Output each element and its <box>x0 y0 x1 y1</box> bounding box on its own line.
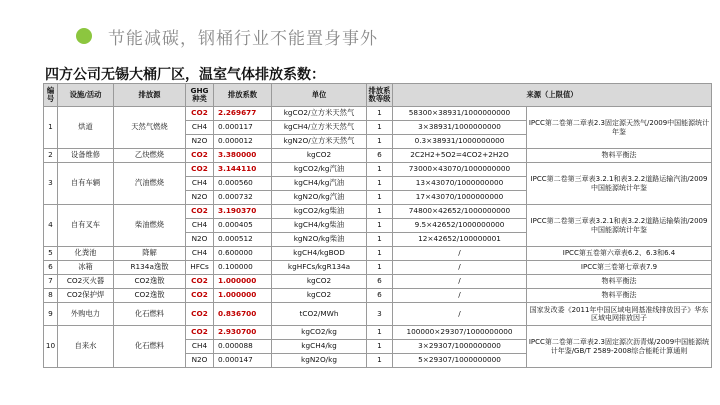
header-origin: 来源（上限值） <box>393 84 712 107</box>
cell-value: 0.000117 <box>214 121 272 135</box>
cell-formula: / <box>393 275 527 289</box>
cell-value: 0.836700 <box>214 303 272 326</box>
cell-value: 2.930700 <box>214 326 272 340</box>
cell-unit: kgCO2/kg汽油 <box>272 163 367 177</box>
table-body <box>44 107 712 368</box>
cell-formula: 0.3×38931/1000000000 <box>393 135 527 149</box>
cell-origin: IPCC第三卷第七章表7.9 <box>527 261 712 275</box>
cell-source: 化石燃料 <box>114 303 186 326</box>
cell-level: 6 <box>367 289 393 303</box>
cell-facility: CO2保护焊 <box>58 289 114 303</box>
header-facility: 设施/活动 <box>58 84 114 107</box>
cell-unit: kgCH4/立方米天然气 <box>272 121 367 135</box>
cell-facility: 化粪池 <box>58 247 114 261</box>
cell-formula: / <box>393 247 527 261</box>
cell-source: 降解 <box>114 247 186 261</box>
cell-gas: N2O <box>186 354 214 368</box>
page-title: 节能减碳，钢桶行业不能置身事外 <box>108 29 378 49</box>
cell-facility: CO2灭火器 <box>58 275 114 289</box>
cell-value: 0.000405 <box>214 219 272 233</box>
cell-formula: 3×29307/1000000000 <box>393 340 527 354</box>
cell-level: 1 <box>367 354 393 368</box>
cell-formula: 17×43070/1000000000 <box>393 191 527 205</box>
cell-source: 天然气燃烧 <box>114 107 186 149</box>
cell-formula: 12×42652/100000001 <box>393 233 527 247</box>
cell-facility: 烘道 <box>58 107 114 149</box>
table-row <box>44 303 712 326</box>
cell-gas: CO2 <box>186 303 214 326</box>
cell-origin: IPCC第五卷第六章表6.2、6.3和6.4 <box>527 247 712 261</box>
cell-unit: kgCO2/kg <box>272 326 367 340</box>
cell-unit: kgCH4/kg柴油 <box>272 219 367 233</box>
table-row <box>44 149 712 163</box>
cell-unit: kgN2O/kg <box>272 354 367 368</box>
table-row <box>44 326 712 340</box>
cell-facility: 自来水 <box>58 326 114 368</box>
cell-unit: kgCO2/kg柴油 <box>272 205 367 219</box>
cell-formula: 2C2H2+5O2=4CO2+2H2O <box>393 149 527 163</box>
cell-formula: 100000×29307/1000000000 <box>393 326 527 340</box>
cell-source: 柴油燃烧 <box>114 205 186 247</box>
cell-gas: CO2 <box>186 205 214 219</box>
cell-gas: CH4 <box>186 121 214 135</box>
cell-formula: / <box>393 303 527 326</box>
header-level: 排放系数等级 <box>367 84 393 107</box>
cell-formula: 74800×42652/1000000000 <box>393 205 527 219</box>
header-unit: 单位 <box>272 84 367 107</box>
cell-level: 1 <box>367 205 393 219</box>
cell-level: 1 <box>367 326 393 340</box>
cell-gas: CO2 <box>186 275 214 289</box>
table-row <box>44 261 712 275</box>
cell-facility: 外购电力 <box>58 303 114 326</box>
cell-value: 0.100000 <box>214 261 272 275</box>
emission-factor-table <box>43 83 712 368</box>
cell-no: 7 <box>44 275 58 289</box>
cell-value: 3.144110 <box>214 163 272 177</box>
cell-origin: 物料平衡法 <box>527 149 712 163</box>
cell-value: 0.000512 <box>214 233 272 247</box>
cell-gas: N2O <box>186 191 214 205</box>
cell-level: 6 <box>367 275 393 289</box>
cell-origin: 国家发改委《2011年中国区域电网基准线排放因子》华东区域电网排放因子 <box>527 303 712 326</box>
cell-formula: 13×43070/1000000000 <box>393 177 527 191</box>
cell-formula: 58300×38931/1000000000 <box>393 107 527 121</box>
cell-no: 4 <box>44 205 58 247</box>
table-row <box>44 163 712 177</box>
cell-source: 乙炔燃烧 <box>114 149 186 163</box>
cell-value: 3.190370 <box>214 205 272 219</box>
cell-value: 0.000088 <box>214 340 272 354</box>
cell-unit: kgN2O/立方米天然气 <box>272 135 367 149</box>
cell-formula: 73000×43070/1000000000 <box>393 163 527 177</box>
cell-value: 0.000732 <box>214 191 272 205</box>
cell-gas: CH4 <box>186 247 214 261</box>
cell-source: 汽油燃烧 <box>114 163 186 205</box>
cell-level: 1 <box>367 191 393 205</box>
cell-gas: CH4 <box>186 219 214 233</box>
cell-gas: N2O <box>186 233 214 247</box>
cell-origin: 物料平衡法 <box>527 289 712 303</box>
cell-gas: CO2 <box>186 289 214 303</box>
cell-source: 化石燃料 <box>114 326 186 368</box>
cell-source: CO2逸散 <box>114 275 186 289</box>
cell-value: 2.269677 <box>214 107 272 121</box>
cell-formula: / <box>393 289 527 303</box>
cell-level: 3 <box>367 303 393 326</box>
cell-gas: CO2 <box>186 149 214 163</box>
cell-source: CO2逸散 <box>114 289 186 303</box>
cell-gas: CO2 <box>186 107 214 121</box>
cell-unit: kgN2O/kg汽油 <box>272 191 367 205</box>
table-row <box>44 247 712 261</box>
cell-value: 3.380000 <box>214 149 272 163</box>
cell-level: 1 <box>367 163 393 177</box>
cell-facility: 自有车辆 <box>58 163 114 205</box>
cell-origin: IPCC第二卷第二章表2.3固定源次沥青煤/2009中国能源统计年鉴/GB/T 2589-2008综合能耗计算通则 <box>527 326 712 368</box>
header-source: 排放源 <box>114 84 186 107</box>
cell-level: 6 <box>367 149 393 163</box>
table-row <box>44 205 712 219</box>
cell-formula: 5×29307/1000000000 <box>393 354 527 368</box>
cell-value: 1.000000 <box>214 289 272 303</box>
cell-facility: 自有叉车 <box>58 205 114 247</box>
cell-no: 1 <box>44 107 58 149</box>
cell-unit: kgN2O/kg柴油 <box>272 233 367 247</box>
table-row <box>44 289 712 303</box>
cell-origin: 物料平衡法 <box>527 275 712 289</box>
cell-formula: 3×38931/1000000000 <box>393 121 527 135</box>
cell-formula: 9.5×42652/1000000000 <box>393 219 527 233</box>
cell-no: 3 <box>44 163 58 205</box>
cell-level: 1 <box>367 219 393 233</box>
cell-unit: kgCH4/kg汽油 <box>272 177 367 191</box>
cell-unit: kgHFCs/kgR134a <box>272 261 367 275</box>
cell-value: 1.000000 <box>214 275 272 289</box>
cell-level: 1 <box>367 261 393 275</box>
cell-no: 2 <box>44 149 58 163</box>
cell-level: 1 <box>367 340 393 354</box>
cell-value: 0.600000 <box>214 247 272 261</box>
cell-unit: kgCO2 <box>272 275 367 289</box>
cell-no: 6 <box>44 261 58 275</box>
cell-level: 1 <box>367 121 393 135</box>
cell-value: 0.000147 <box>214 354 272 368</box>
cell-level: 1 <box>367 135 393 149</box>
cell-formula: / <box>393 261 527 275</box>
cell-origin: IPCC第二卷第三章表3.2.1和表3.2.2道路运输柴油/2009中国能源统计年鉴 <box>527 205 712 247</box>
cell-gas: CH4 <box>186 340 214 354</box>
cell-source: R134a逸散 <box>114 261 186 275</box>
cell-value: 0.000012 <box>214 135 272 149</box>
cell-unit: tCO2/MWh <box>272 303 367 326</box>
header-no: 编号 <box>44 84 58 107</box>
cell-facility: 冰箱 <box>58 261 114 275</box>
cell-unit: kgCO2 <box>272 289 367 303</box>
table-header-row <box>44 84 712 107</box>
table-row <box>44 107 712 121</box>
cell-gas: CO2 <box>186 163 214 177</box>
header-ghg: GHG种类 <box>186 84 214 107</box>
slide-header <box>0 0 720 60</box>
cell-unit: kgCO2/立方米天然气 <box>272 107 367 121</box>
cell-no: 5 <box>44 247 58 261</box>
cell-gas: N2O <box>186 135 214 149</box>
cell-value: 0.000560 <box>214 177 272 191</box>
cell-no: 10 <box>44 326 58 368</box>
cell-level: 1 <box>367 177 393 191</box>
cell-level: 1 <box>367 247 393 261</box>
cell-no: 8 <box>44 289 58 303</box>
table-row <box>44 275 712 289</box>
cell-unit: kgCH4/kgBOD <box>272 247 367 261</box>
cell-no: 9 <box>44 303 58 326</box>
cell-origin: IPCC第二卷第三章表3.2.1和表3.2.2道路运输汽油/2009中国能源统计年鉴 <box>527 163 712 205</box>
cell-gas: HFCs <box>186 261 214 275</box>
cell-facility: 设备维修 <box>58 149 114 163</box>
cell-level: 1 <box>367 233 393 247</box>
cell-gas: CO2 <box>186 326 214 340</box>
cell-origin: IPCC第二卷第二章表2.3固定源天然气/2009中国能源统计年鉴 <box>527 107 712 149</box>
cell-gas: CH4 <box>186 177 214 191</box>
cell-unit: kgCO2 <box>272 149 367 163</box>
cell-unit: kgCH4/kg <box>272 340 367 354</box>
bullet-dot-icon <box>76 28 92 44</box>
page-subtitle: 四方公司无锡大桶厂区，温室气体排放系数： <box>45 67 325 83</box>
cell-level: 1 <box>367 107 393 121</box>
header-factor: 排放系数 <box>214 84 272 107</box>
